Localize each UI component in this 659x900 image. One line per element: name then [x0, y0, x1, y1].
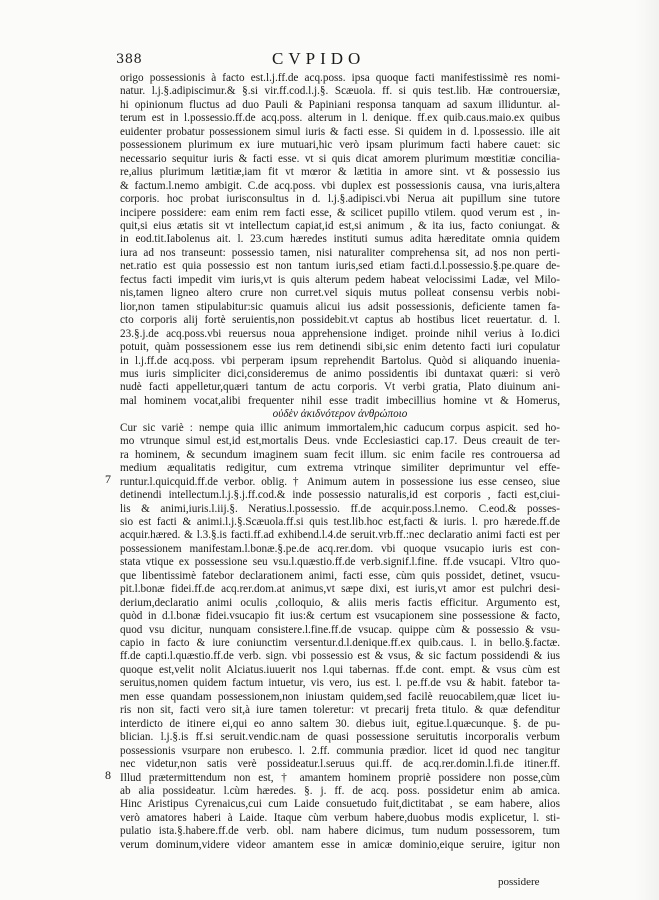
text-line: possessionis vsurpare non erubesco. l. 2.ff. communia prædior. licet id quod nec tangitur — [120, 744, 560, 757]
text-line: sio est facti & animi.l.j.§.Scæuola.ff.si quis test.lib.hoc est,facti & iuris. l. pro hærede.ff.de — [120, 515, 560, 528]
text-line: potuit, quàm possessionem esse ius rem detinendi sibi,sic enim detento facti iuri copulatur — [120, 341, 560, 354]
body-text — [120, 72, 560, 852]
text-line: iura ad nos transeunt: possessio tamen, nisi naturaliter comprehensa sit, ad nos non perti- — [120, 246, 560, 259]
text-line: quòd in d.l.bonæ fidei.vsucapio fit ius:& certum est vsucapionem sine possessione & facto, — [120, 610, 560, 623]
text-line: terum est in l.possessio.ff.de acq.poss. alterum in l. denique. ff.ex quib.caus.maio.ex quibus — [120, 112, 560, 125]
text-line: possessionem manifestam.l.bonæ.§.pe.de acq.rer.dom. vbi quoque vsucapio iuris est con- — [120, 542, 560, 555]
text-line: in l.j.ff.de acq.poss. vbi perperam ipsum reprehendit Bartolus. Quòd si aliquando inuenia- — [120, 354, 560, 367]
text-line: mo vtrunque simul est,id est,mortalis Deus. vnde Ecclesiastici cap.17. Deus creauit de ter- — [120, 435, 560, 448]
text-line: verò amatores haberi à Laide. Itaque cùm verbum habere,duobus modis explicetur, l. sti- — [120, 811, 560, 824]
text-line: origo possessionis à facto est.l.j.ff.de acq.poss. ipsa quoque facti manifestissimè res nomi- — [120, 72, 560, 84]
text-line: hi opinionum fluctus ad duo Pauli & Papiniani responsa tanquam ad saxum illiduntur. al- — [120, 98, 560, 111]
text-line: natur. l.j.§.adipiscimur.& §.si vir.ff.cod.l.j.§. Scæuola. ff. si quis test.lib. Hæ controuersiæ, — [120, 85, 560, 98]
text-line: pit.l.bonæ fidei.ff.de acq.rer.dom.at animus,vt sæpe dixi, est iuris,vt amor est pulchri desi- — [120, 583, 560, 596]
page-number: 388 — [116, 52, 143, 67]
catchword: possidere — [498, 876, 540, 888]
text-line: in eod.tit.Iabolenus ait. l. 23.cum hæredes instituti sumus adita hæreditate omnia quidem — [120, 233, 560, 246]
text-line: euidenter probatur possessionem simul iuris & facti esse. Si quidem in d. l.possessio. ille ait — [120, 125, 560, 138]
text-line: incipere possidere: eam enim rem facti esse, & scilicet pupillo vtilem. quod verum est , in- — [120, 206, 560, 219]
text-line: ra hominem, & secundum imaginem suam fecit illum. sic enim facile res controuersa ad — [120, 448, 560, 461]
text-line: blician. l.j.§.is ff.si seruit.vendic.nam de quasi possessione seruitutis incorporalis verbum — [120, 731, 560, 744]
page-edge-shadow — [635, 0, 659, 900]
text-line: stata vtique ex possessione seu vsu.l.quæstio.ff.de verb.signif.l.fine. ff.de vsucapi. Vltro quo- — [120, 556, 560, 569]
greek-quotation: οὐδὲν ἀκιδνότερον ἀνθρώποιο — [272, 408, 408, 421]
text-line: ab alia possideatur. l.cùm hæredes. §. j. ff. de acq. poss. possidetur enim ab amica. — [120, 785, 560, 798]
text-line: quoque est,velit nolit Alciatus.iuuerit nos l.qui tabernas. ff.de cont. empt. & vsus cùm est — [120, 663, 560, 676]
text-line: corporis. hoc probat iurisconsultus in d. l.j.§.adipisci.vbi Nerua ait pupillum sine tutore — [120, 193, 560, 206]
running-head: CVPIDO — [272, 49, 366, 68]
text-line: mal hominem vocat,alibi frequenter nihil esse tradit imbecillius homine vt & Homerus, — [120, 394, 560, 407]
text-line: pulatio ista.§.habere.ff.de verb. obl. nam habere dicimus, tum nudum possessorem, tum — [120, 825, 560, 838]
text-line: necessario sequitur iuris & facti esse. vt si quis dicat amorem plurimum mœstitiæ concilia- — [120, 152, 560, 165]
text-line: men esse quandam possessionem,non iniustam quidem,sed facilè reuocabilem,quæ licet iu- — [120, 690, 560, 703]
text-line: cto corporis alij fortè seruientis,non possidebit.vt captus ab hostibus licet reuertatur. d. l. — [120, 314, 560, 327]
text-line: & factum.l.nemo ambigit. C.de acq.poss. vbi duplex est possessionis causa, vna iuris,altera — [120, 179, 560, 192]
text-line: capio in facto & iure coniunctim versentur.d.l.denique.ff.ex quib.caus. l. in bello.§.factæ. — [120, 637, 560, 650]
text-line: fectus facti impedit vim iuris,vt is quis alterum pedem habeat velocissimi Ladæ, vel Milo- — [120, 273, 560, 286]
text-line: nudè facti appelletur,quæri tantum de actu corporis. Vt verbi gratia, Plato diuinum ani- — [120, 381, 560, 394]
text-line: mus iuris simpliciter dici,consideremus de animo possidentis ibi duntaxat quæri: si verò — [120, 367, 560, 380]
text-line: re,alius plurimum lætitiæ,iam fit vt mœror & lætitia in amore sint. vt & possessio ius — [120, 166, 560, 179]
text-line: lior,non tamen stipulabitur:sic quamuis alicui ius adsit possessionis, deficiente tamen fa- — [120, 300, 560, 313]
text-line: detinendi intellectum.l.j.§.j.ff.cod.& inde possessio naturalis,id est corporis , facti est,ciui- — [120, 489, 560, 502]
text-line: possessionem plurimum ex iure mutuari,hic verò ipsam plurimum facti habere cauet: sic — [120, 139, 560, 152]
text-line: seruitus,nomen quidem factum intuetur, vis vero, ius est. l. pe.ff.de vsu & habit. fatebor ta- — [120, 677, 560, 690]
text-line: nec videtur,non satis verè possideatur.l.seruus qui.ff. de acq.rer.domin.l.fi.de itiner.ff. — [120, 758, 560, 771]
text-line: Cur sic variè : nempe quia illic animum immortalem,hic caducum corpus aspicit. sed ho- — [120, 421, 560, 434]
text-line: 23.§.j.de acq.poss.vbi reuersus noua apprehensione indiget. proinde nihil verius à Io.dici — [120, 327, 560, 340]
text-line: ff.de capti.l.quæstio.ff.de verb. sign. vbi possessio est & vsus, & sic factum possidendi & ius — [120, 650, 560, 663]
text-line: lis & animi,iuris.l.iij.§. Neratius.l.possessio. ff.de acquir.poss.l.nemo. C.eod.& posses- — [120, 502, 560, 515]
text-line: net.ratio est quia possessio est non tantum iuris,sed etiam facti.d.l.possessio.§.pe.quare de- — [120, 260, 560, 273]
text-line: interdicto de itinere ei,qui eo anno saltem 30. diebus iuit, egitue.l.quæcunque. §. de pu- — [120, 717, 560, 730]
text-line: ris non sit, facti vero sit,à iure tamen toleretur: vt precarij freta titulo. & quæ defenditur — [120, 704, 560, 717]
text-line: quit,si eius ætatis sit vt intellectum capiat,id est,si animum , & ita ius, facto coniungat. & — [120, 219, 560, 232]
text-line: Hinc Aristipus Cyrenaicus,cui cum Laide consuetudo fuit,dictitabat , se eam habere, alios — [120, 798, 560, 811]
text-line: medium æqualitatis redigitur, cum extrema vtrinque similiter deprimuntur vel effe- — [120, 462, 560, 475]
text-line: que libentissimè fatebor declarationem animi, facti esse, cùm quis possidet, detinet, vsucu- — [120, 569, 560, 582]
text-line: Illud prætermittendum non est, † amantem hominem propriè possidere non posse,cùm — [120, 771, 560, 784]
text-line: derium,declaratio animi oculis ,colloquio, & aliis meris factis efficitur. Argumento est, — [120, 596, 560, 609]
text-line: acquir.hæred. & l.3.§.is facti.ff.ad exhibend.l.4.de seruit.vrb.ff.:nec declaratio animi facti est per — [120, 529, 560, 542]
text-line: runtur.l.quicquid.ff.de verbor. oblig. † Animum autem in possessione ius esse censeo, siue — [120, 475, 560, 488]
text-line: verum dominum,videre videor amantem esse in amicæ dominio,eique seruire, igitur non — [120, 838, 560, 851]
text-line: nis,tamen ligneo altero crure non curret.vel siquis mutus polleat consensu verbis nobi- — [120, 287, 560, 300]
text-line: quod vsu dicitur, nunquam consistere.l.fine.ff.de vsucap. quippe cùm & possessio & vsu- — [120, 623, 560, 636]
margin-number-7: 7 — [105, 472, 111, 486]
margin-number-8: 8 — [105, 768, 111, 782]
